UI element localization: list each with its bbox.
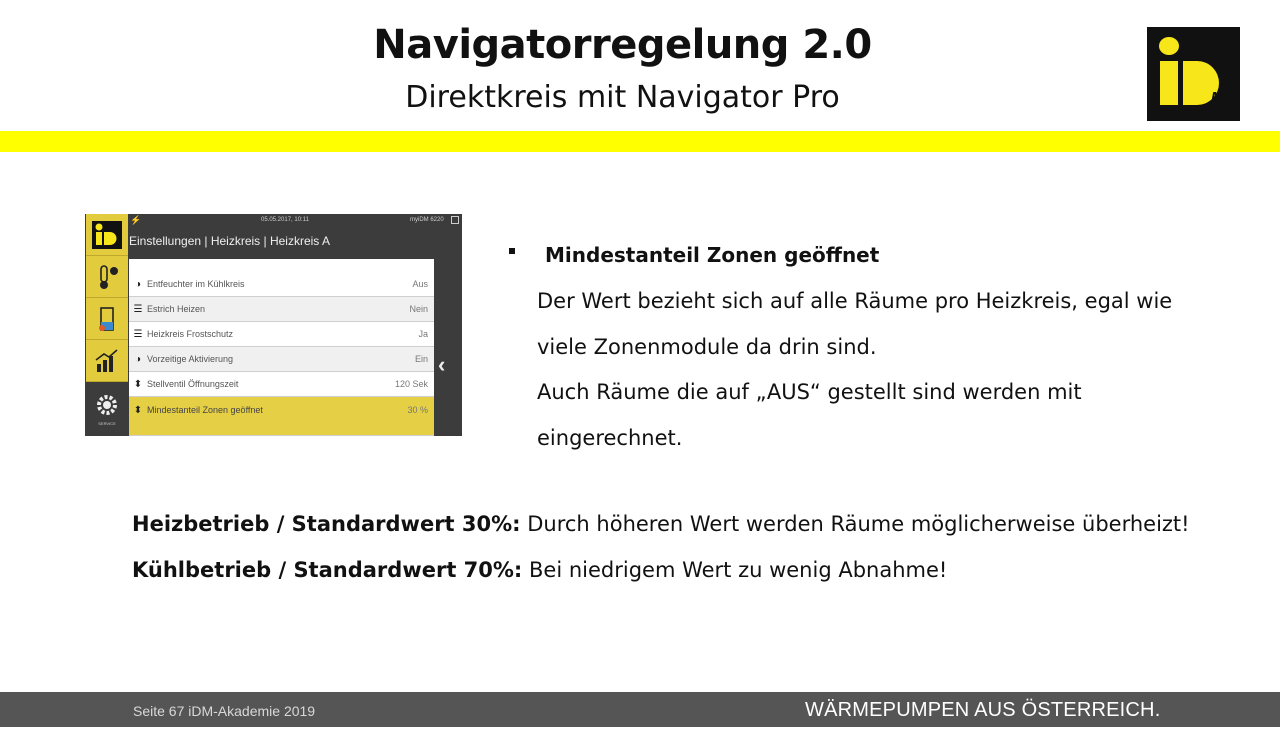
list-item[interactable]: ⬍ Stellventil Öffnungszeit 120 Sek (129, 372, 434, 397)
thermometer-tile[interactable] (86, 256, 128, 298)
slide-title: Navigatorregelung 2.0 (373, 22, 872, 68)
list-item-selected[interactable]: ⬍ Mindestanteil Zonen geöffnet 30 % (129, 397, 434, 436)
controller-screenshot (85, 214, 462, 436)
stats-tile[interactable] (86, 340, 128, 382)
service-tile[interactable] (86, 382, 128, 436)
screen-header: Einstellungen | Heizkreis | Heizkreis A (129, 234, 330, 248)
idm-mini-logo-icon (92, 221, 122, 249)
thermometer-icon (92, 262, 122, 292)
controller-sidebar (85, 214, 128, 436)
bar-chart-icon (92, 346, 122, 376)
footer-slogan: WÄRMEPUMPEN AUS ÖSTERREICH. (805, 699, 1161, 721)
half-circle-icon: ◑ (134, 353, 142, 365)
chevron-left-icon[interactable]: ‹ (438, 352, 446, 377)
list-item[interactable]: ◑ Vorzeitige Aktivierung Ein (129, 347, 434, 372)
settings-list (129, 259, 434, 436)
yellow-band (0, 131, 1280, 152)
service-label: SERVICE (98, 421, 116, 426)
list-icon: ☰ (133, 328, 143, 340)
bullet-line: Auch Räume die auf „AUS“ gestellt sind werden mit (537, 380, 1082, 404)
idm-tile[interactable] (86, 214, 128, 256)
door-tile[interactable] (86, 298, 128, 340)
updown-icon: ⬍ (133, 378, 143, 390)
bullet-line: viele Zonenmodule da drin sind. (537, 335, 877, 359)
list-item[interactable]: ☰ Heizkreis Frostschutz Ja (129, 322, 434, 347)
footer-page-info: Seite 67 iDM-Akademie 2019 (133, 703, 316, 719)
heating-condition: Heizbetrieb / Standardwert 30%: Durch höheren Wert werden Räume möglicherweise überheizt! (132, 512, 1190, 536)
device-name: myiDM 6220 (410, 217, 444, 223)
half-circle-icon: ◑ (134, 278, 142, 290)
bullet-line: eingerechnet. (537, 426, 683, 450)
list-icon: ☰ (133, 303, 143, 315)
bullet-marker (509, 248, 515, 254)
window-icon[interactable] (451, 216, 459, 224)
door-icon (92, 304, 122, 334)
list-item[interactable]: ☰ Estrich Heizen Nein (129, 297, 434, 322)
bullet-line: Der Wert bezieht sich auf alle Räume pro Heizkreis, egal wie (537, 289, 1173, 313)
gear-icon (93, 389, 121, 429)
cooling-condition: Kühlbetrieb / Standardwert 70%: Bei niedrigem Wert zu wenig Abnahme! (132, 558, 948, 582)
idm-logo: M (1147, 27, 1240, 121)
slide-subtitle: Direktkreis mit Navigator Pro (405, 80, 840, 115)
bullet-heading: Mindestanteil Zonen geöffnet (545, 243, 880, 267)
list-item[interactable]: ◑ Entfeuchter im Kühlkreis Aus (129, 272, 434, 297)
updown-icon: ⬍ (133, 405, 143, 416)
footer-bar (0, 692, 1280, 727)
signal-icon: ⚡ (130, 215, 142, 225)
datetime: 05.05.2017, 10:11 (261, 217, 309, 223)
